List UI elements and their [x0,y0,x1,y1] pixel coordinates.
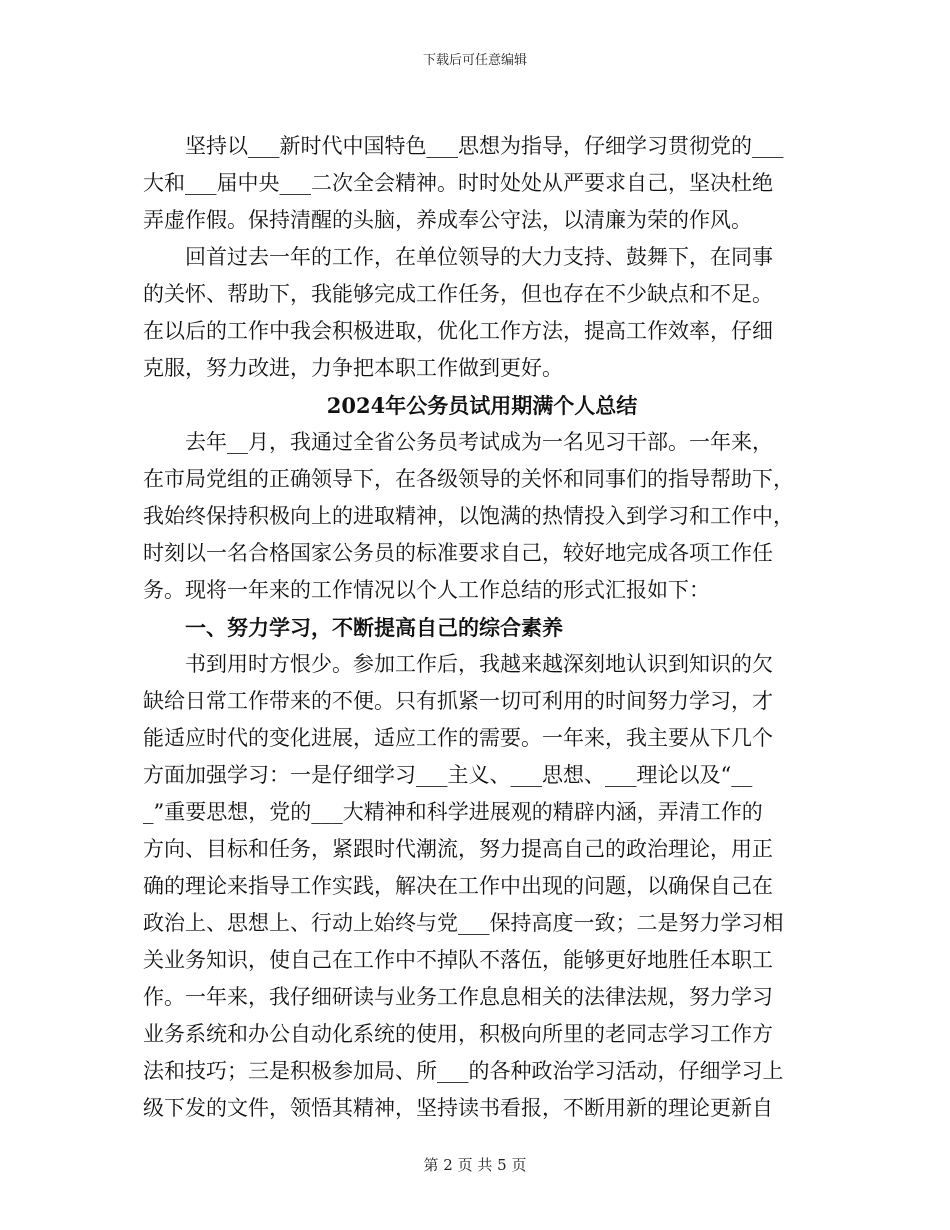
paragraph-line: 能适应时代的变化进展，适应工作的需要。一年来，我主要从下几个 [143,726,773,750]
paragraph-line: 缺给日常工作带来的不便。只有抓紧一切可利用的时间努力学习，才 [143,689,773,713]
paragraph-line: 坚持以___新时代中国特色___思想为指导，仔细学习贯彻党的___ [185,134,784,158]
paragraph-line: 克服，努力改进，力争把本职工作做到更好。 [143,356,563,380]
paragraph-line: 作。一年来，我仔细研读与业务工作息息相关的法律法规，努力学习 [143,985,773,1009]
paragraph-line: 弄虚作假。保持清醒的头脑，养成奉公守法，以清廉为荣的作风。 [143,208,752,232]
paragraph-line: 政治上、思想上、行动上始终与党___保持高度一致；二是努力学习相 [143,911,784,935]
paragraph-line: 关业务知识，使自己在工作中不掉队不落伍，能够更好地胜任本职工 [143,948,773,972]
page-number: 第 2 页 共 5 页 [423,1156,527,1174]
paragraph-line: 在市局党组的正确领导下，在各级领导的关怀和同事们的指导帮助下， [143,467,794,491]
paragraph-line: 的关怀、帮助下，我能够完成工作任务，但也存在不少缺点和不足。 [143,282,773,306]
paragraph-line: 方向、目标和任务，紧跟时代潮流，努力提高自己的政治理论，用正 [143,837,773,861]
paragraph-line: 在以后的工作中我会积极进取，优化工作方法，提高工作效率，仔细 [143,319,773,343]
document-body [143,128,813,1127]
paragraph-line: 务。现将一年来的工作情况以个人工作总结的形式汇报如下： [143,578,710,602]
paragraph-line: 去年__月，我通过全省公务员考试成为一名见习干部。一年来， [185,430,773,454]
paragraph-line: 业务系统和办公自动化系统的使用，积极向所里的老同志学习工作方 [143,1022,773,1046]
page-header: 下载后可任意编辑 [422,53,527,68]
paragraph-line: 确的理论来指导工作实践，解决在工作中出现的问题，以确保自己在 [143,874,773,898]
paragraph-line: 时刻以一名合格国家公务员的标准要求自己，较好地完成各项工作任 [143,541,773,565]
paragraph-line: 书到用时方恨少。参加工作后，我越来越深刻地认识到知识的欠 [185,652,773,676]
paragraph-line: 我始终保持积极向上的进取精神，以饱满的热情投入到学习和工作中， [143,504,794,528]
paragraph-line: 级下发的文件，领悟其精神，坚持读书看报，不断用新的理论更新自 [143,1096,773,1120]
document-title: 2024年公务员试用期满个人总结 [326,393,638,418]
paragraph-line: 法和技巧；三是积极参加局、所___的各种政治学习活动，仔细学习上 [143,1059,784,1083]
section-heading: 一、努力学习，不断提高自己的综合素养 [185,615,563,640]
paragraph-line: 大和___届中央___二次全会精神。时时处处从严要求自己，坚决杜绝 [143,171,773,195]
paragraph-line: 回首过去一年的工作，在单位领导的大力支持、鼓舞下，在同事 [185,245,773,269]
paragraph-line: _”重要思想，党的___大精神和科学进展观的精辟内涵，弄清工作的 [143,800,763,824]
paragraph-line: 方面加强学习：一是仔细学习___主义、___思想、___理论以及“__ [143,763,753,787]
